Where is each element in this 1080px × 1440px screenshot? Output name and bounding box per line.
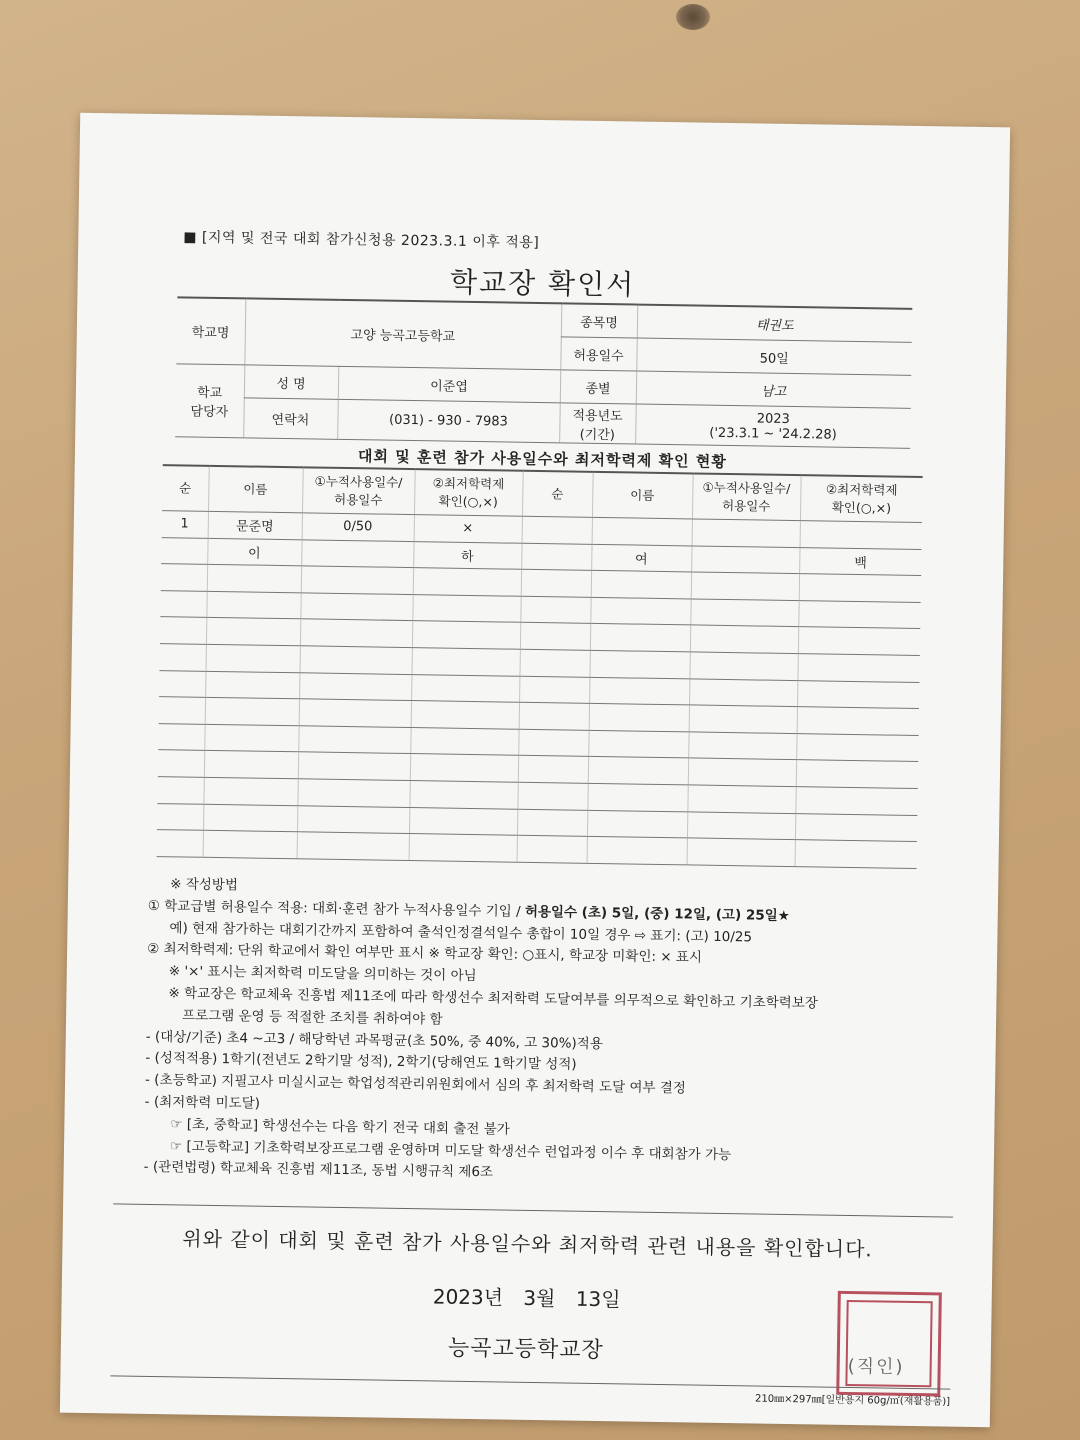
table-cell [409, 780, 517, 808]
status-table [157, 464, 923, 869]
table-cell [298, 726, 410, 754]
table-cell [301, 539, 413, 567]
allowed-days-value: 50일 [636, 338, 911, 375]
table-cell [157, 777, 203, 804]
table-cell [521, 543, 591, 571]
document-title: 학교장 확인서 [449, 265, 636, 302]
allowed-days-label: 허용일수 [560, 337, 637, 371]
table-cell [409, 834, 517, 862]
principal-signature: 능곡고등학교장 [447, 1335, 604, 1364]
detail-4: - (최저학력 미도달) [144, 1093, 261, 1112]
table-cell [688, 732, 796, 760]
table-cell [300, 619, 412, 647]
table-cell [160, 590, 206, 617]
paper-spec-footer: 210㎜×297㎜[일반용지 60g/㎡(재활용품)] [754, 1393, 951, 1408]
detail-2: - (성적적용) 1학기(전년도 2학기말 성적), 2학기(당해연도 1학기말 성적) [145, 1050, 577, 1074]
detail-3: - (초등학교) 지필고사 미실시교는 학업성적관리위원회에서 심의 후 최저학력 도달 여부 결정 [144, 1072, 686, 1097]
table-cell [520, 623, 590, 651]
name-label: 성 명 [244, 365, 339, 399]
table-cell [688, 758, 796, 786]
table-cell [299, 699, 411, 727]
table-cell [412, 594, 520, 622]
table-hole [676, 4, 710, 30]
category-value: 남고 [636, 371, 911, 408]
table-cell [301, 566, 413, 594]
table-cell [298, 752, 410, 780]
table-cell [800, 521, 922, 550]
confirm-statement: 위와 같이 대회 및 훈련 참가 사용일수와 최저학력 관련 내용을 확인합니다. [182, 1226, 873, 1262]
table-cell [299, 672, 411, 700]
table-cell: 백 [799, 547, 921, 576]
table-cell [300, 646, 412, 674]
table-cell: 여 [591, 544, 691, 572]
note-1-bold: 허용일수 (초) 5일, (중) 12일, (고) 25일★ [524, 903, 790, 924]
table-cell [687, 811, 795, 839]
table-cell [518, 729, 588, 757]
staff-label-line2: 담당자 [190, 404, 229, 421]
table-cell [590, 624, 690, 652]
contact-label: 연락처 [243, 398, 338, 439]
table-cell [519, 649, 589, 677]
year-value [635, 404, 911, 448]
detail-4-a: ☞ [초, 중학교] 학생선수는 다음 학기 전국 대회 출전 불가 [170, 1116, 510, 1138]
table-cell [691, 572, 799, 600]
school-info-table [175, 296, 912, 449]
official-seal [836, 1291, 942, 1397]
table-cell [413, 568, 521, 596]
table-cell [411, 701, 519, 729]
table-cell [203, 830, 297, 858]
table-cell [161, 537, 207, 564]
detail-4-b: ☞ [고등학교] 기초학력보장프로그램 운영하며 미도달 학생선수 런업과정 이수 후 대회참가 가능 [169, 1137, 732, 1163]
table-cell [589, 703, 689, 731]
staff-label-line1: 학교 [196, 385, 223, 402]
table-cell [689, 652, 797, 680]
year-label [559, 403, 636, 444]
table-cell [297, 779, 409, 807]
table-cell [160, 617, 206, 644]
table-cell [411, 648, 519, 676]
table-cell [206, 644, 300, 672]
table-cell [158, 723, 204, 750]
table-cell [520, 596, 590, 624]
school-name: 고양 능곡고등학교 [244, 298, 561, 369]
table-cell [587, 810, 687, 838]
table-cell [588, 730, 688, 758]
table-cell [796, 733, 918, 762]
detail-5: - (관련법령) 학교체육 진흥법 제11조, 동법 시행규칙 제6조 [143, 1159, 494, 1181]
divider-bottom [110, 1375, 950, 1389]
table-cell [160, 644, 206, 671]
table-cell: 이 [207, 538, 301, 566]
contact-value: (031) - 930 - 7983 [337, 399, 560, 442]
table-cell [797, 707, 919, 736]
table-cell [203, 804, 297, 832]
table-header-cell: 순 [162, 465, 209, 511]
table-cell [795, 813, 917, 842]
table-cell [159, 670, 205, 697]
year-label-line1: 적용년도 [572, 408, 623, 424]
name-value: 이준엽 [338, 366, 560, 402]
table-cell [297, 805, 409, 833]
table-cell [409, 807, 517, 835]
note-2: ② 최저학력제: 단위 학교에서 확인 여부만 표시 ※ 학교장 확인: ○표시, 학교장 미확인: × 표시 [147, 941, 703, 967]
sport-value: 태권도 [637, 305, 912, 343]
table-cell [297, 832, 409, 860]
table-cell: 하 [413, 541, 521, 569]
table-header-cell: 이름 [208, 466, 303, 513]
document-page [60, 113, 1010, 1427]
note-1-text: ① 학교급별 허용일수 적용: 대회·훈련 참가 누적사용일수 기입 / [147, 897, 526, 920]
table-cell [521, 569, 591, 597]
table-cell [795, 840, 917, 869]
table-cell [587, 836, 687, 864]
table-cell [206, 591, 300, 619]
seal-mark: (직인) [847, 1355, 905, 1378]
status-table-title: 대회 및 훈련 참가 사용일수와 최저학력제 확인 현황 [357, 447, 727, 471]
table-cell [798, 600, 920, 629]
table-cell [412, 621, 520, 649]
year: 2023 [756, 410, 790, 427]
table-cell: 0/50 [302, 513, 414, 541]
note-1-example: 예) 현재 참가하는 대회기간까지 포함하여 출석인정결석일수 총합이 10일 경우 ⇨ 표기: (고) 10/25 [169, 919, 753, 946]
table-cell [518, 756, 588, 784]
detail-1: - (대상/기준) 초4 ~고3 / 해당학년 과목평균(초 50%, 중 40%, 고 30%)적용 [145, 1028, 603, 1052]
staff-label [175, 364, 244, 438]
table-cell [519, 702, 589, 730]
table-cell [206, 618, 300, 646]
table-cell [797, 680, 919, 709]
note-2-b: ※ 학교장은 학교체육 진흥법 제11조에 따라 학생선수 최저학력 도달여부를 의무적으로 확인하고 기초학력보장 [168, 985, 818, 1012]
table-cell [519, 676, 589, 704]
table-cell [159, 697, 205, 724]
table-cell [204, 724, 298, 752]
table-cell [587, 783, 687, 811]
table-cell [796, 760, 918, 789]
table-cell [588, 757, 688, 785]
table-cell [517, 835, 587, 863]
table-cell [205, 697, 299, 725]
table-cell [690, 599, 798, 627]
note-2-a: ※ '×' 표시는 최저학력 미도달을 의미하는 것이 아님 [168, 963, 477, 985]
table-cell [592, 517, 692, 545]
table-cell [517, 809, 587, 837]
table-cell [411, 674, 519, 702]
category-label: 종별 [560, 370, 637, 404]
school-label: 학교명 [176, 297, 245, 365]
table-cell [687, 838, 795, 866]
table-cell [522, 516, 592, 544]
table-cell [690, 625, 798, 653]
table-header-cell: ①누적사용일수/ 허용일수 [302, 467, 415, 514]
divider-top [113, 1203, 953, 1217]
table-cell [591, 571, 691, 599]
table-cell [689, 705, 797, 733]
table-header-cell: ②최저학력제 확인(○,×) [800, 475, 923, 522]
table-cell [205, 671, 299, 699]
writing-instructions [144, 874, 949, 1192]
table-cell [689, 678, 797, 706]
table-cell [590, 597, 690, 625]
table-cell [517, 782, 587, 810]
table-header-cell: ①누적사용일수/ 허용일수 [692, 473, 801, 520]
table-header-cell: 순 [522, 471, 593, 518]
table-cell [798, 627, 920, 656]
table-cell [410, 754, 518, 782]
table-cell [691, 546, 799, 574]
table-cell [207, 565, 301, 593]
table-cell [161, 564, 207, 591]
table-cell [692, 519, 800, 547]
table-cell [300, 593, 412, 621]
table-cell [410, 727, 518, 755]
table-cell [589, 677, 689, 705]
table-cell [687, 785, 795, 813]
table-cell [204, 751, 298, 779]
table-header-cell: ②최저학력제 확인(○,×) [414, 469, 523, 516]
note-2-c: 프로그램 운영 등 적절한 조치를 취하여야 함 [181, 1007, 443, 1028]
table-cell: × [414, 515, 522, 543]
table-cell [589, 650, 689, 678]
table-cell [157, 803, 203, 830]
table-cell [157, 830, 203, 857]
table-cell: 문준명 [208, 511, 302, 539]
issue-date: 2023년 3월 13일 [432, 1284, 621, 1312]
year-label-line2: (기간) [579, 427, 616, 443]
table-cell [158, 750, 204, 777]
period: ('23.3.1 ~ '24.2.28) [709, 425, 837, 443]
table-cell [799, 574, 921, 603]
notes-heading: ※ 작성방법 [170, 876, 239, 894]
sport-label: 종목명 [561, 303, 638, 338]
table-cell: 1 [162, 511, 208, 538]
table-cell [795, 787, 917, 816]
header-note: ■ [지역 및 전국 대회 참가신청용 2023.3.1 이후 적용] [183, 229, 540, 252]
table-cell [797, 654, 919, 683]
table-cell [203, 777, 297, 805]
table-header-cell: 이름 [592, 472, 693, 519]
